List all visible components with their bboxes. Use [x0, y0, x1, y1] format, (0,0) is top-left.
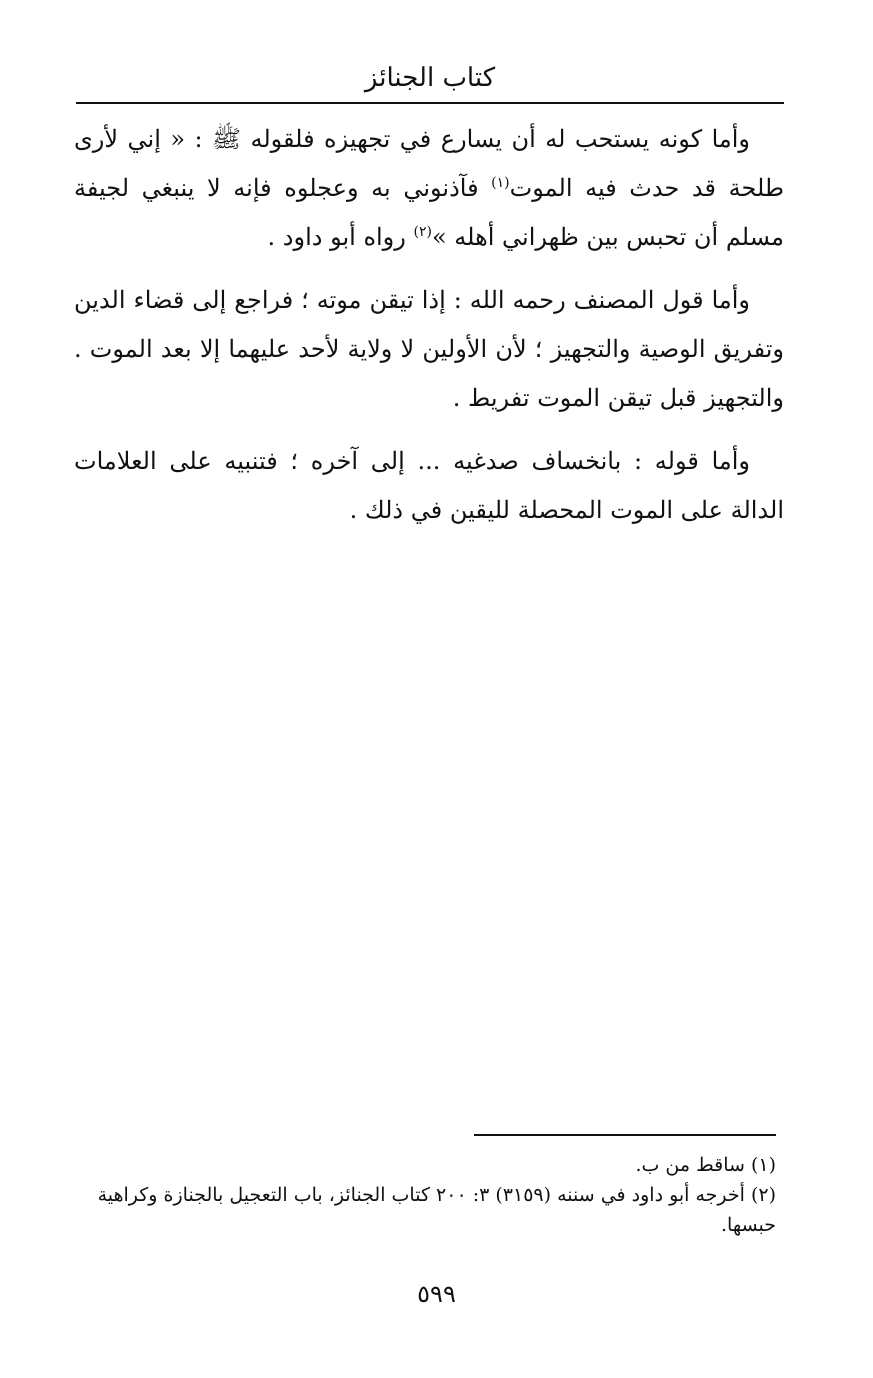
paragraph-2: وأما قول المصنف رحمه الله : إذا تيقن موته ؛ فراجع إلى قضاء الدين وتفريق الوصية والتجهيز ؛ لأن الأولين لا ولاية لأحد عليهما إلا بعد الموت . والتجهيز قبل تيقن الموت تفريط .	[74, 286, 785, 412]
footnote-1	[76, 1150, 776, 1180]
footnotes	[76, 1150, 776, 1240]
paragraph-1-part-b: فآذنوني به وعجلوه فإنه لا ينبغي لجيفة مسلم أن تحبس بين ظهراني أهله »	[74, 174, 784, 251]
footnote-ref-1: (١)	[491, 175, 510, 191]
paragraph-3: وأما قوله : بانخساف صدغيه ... إلى آخره ؛ فتنبيه على العلامات الدالة على الموت المحصلة لليقين في ذلك .	[74, 447, 784, 524]
main-text	[74, 115, 784, 549]
running-header: كتاب الجنائز	[364, 63, 496, 93]
header-rule	[76, 102, 784, 104]
paragraph-1-part-a: وأما كونه يستحب له أن يسارع في تجهيزه فلقوله ﷺ : « إني لأرى طلحة قد حدث فيه الموت	[74, 125, 784, 202]
paragraph-1	[74, 115, 784, 262]
paragraph-1-part-c: رواه أبو داود .	[267, 223, 414, 251]
footnote-2	[76, 1180, 776, 1240]
footnote-text: أخرجه أبو داود في سننه (٣١٥٩) ٣: ٢٠٠ كتاب الجنائز، باب التعجيل بالجنازة وكراهية حبسها.	[97, 1184, 776, 1236]
footnote-rule	[474, 1134, 776, 1136]
footnote-number: (٢)	[750, 1184, 776, 1206]
page-number: ٥٩٩	[417, 1280, 456, 1308]
footnote-number: (١)	[750, 1154, 776, 1176]
footnote-ref-2: (٢)	[413, 224, 432, 240]
footnote-text: ساقط من ب.	[635, 1154, 745, 1176]
